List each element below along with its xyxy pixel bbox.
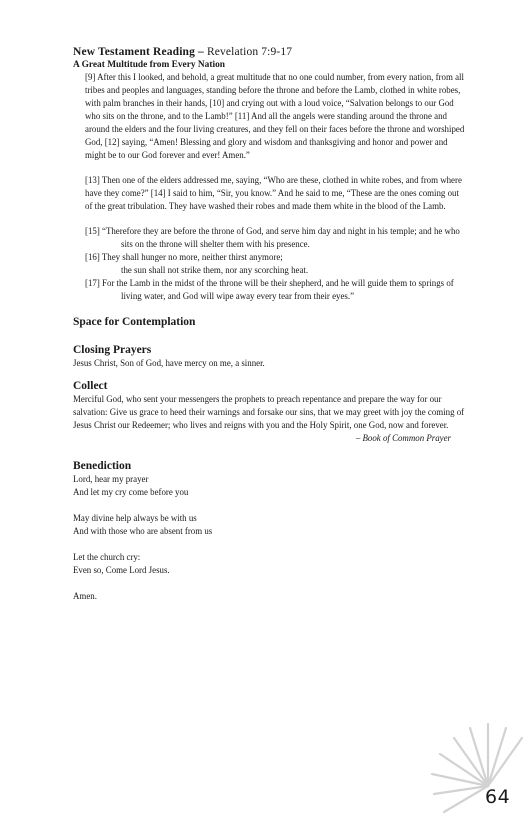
benediction-line: Even so, Come Lord Jesus.: [73, 565, 170, 575]
contemplation-heading: Space for Contemplation: [73, 316, 196, 328]
page-number: 64: [485, 786, 511, 808]
benediction-line: Lord, hear my prayer: [73, 474, 149, 484]
reading-subtitle: A Great Multitude from Every Nation: [73, 60, 225, 70]
benediction-line: And with those who are absent from us: [73, 526, 213, 536]
collect-heading: Collect: [73, 380, 108, 392]
collect-text: Merciful God, who sent your messengers the prophets to preach repentance and prepare the way for our salvation: Give us grace to heed their warnings and forsake our sins, that we may greet with joy the coming of Jesus Christ our Redeemer; who lives and reigns with you and the Holy Spirit, one God, now and forever.: [73, 394, 465, 430]
benediction-line: Let the church cry:: [73, 552, 141, 562]
page-content: [73, 45, 465, 603]
reading-heading: [73, 45, 465, 59]
benediction-heading: Benediction: [73, 460, 132, 472]
verse-15: [15] “Therefore they are before the throne of God, and serve him day and night in his temple; and he who sits on the throne will shelter them with his presence.: [85, 226, 460, 249]
reading-reference: Revelation 7:9-17: [206, 46, 293, 58]
closing-prayers-text: Jesus Christ, Son of God, have mercy on me, a sinner.: [73, 358, 265, 368]
verse-17: [17] For the Lamb in the midst of the throne will be their shepherd, and he will guide them to springs of living water, and God will wipe away every tear from their eyes.”: [85, 278, 454, 301]
benediction-amen: Amen.: [73, 591, 97, 601]
sunburst-decoration-icon: [430, 722, 528, 816]
collect-attribution: – Book of Common Prayer: [355, 433, 451, 443]
reading-paragraph-1: [9] After this I looked, and behold, a great multitude that no one could number, from every nation, from all tribes and peoples and languages, standing before the throne and before the Lamb, clothed in white robes, with palm branches in their hands, [10] and crying out with a loud voice, “Salvation belongs to our God who sits on the throne, and to the Lamb!” [11] And all the angels were standing around the throne and around the elders and the four living creatures, and they fell on their faces before the throne and worshiped God, [12] saying, “Amen! Blessing and glory and wisdom and thanksgiving and honor and power and might be to our God forever and ever! Amen.”: [85, 72, 465, 160]
benediction-line: May divine help always be with us: [73, 513, 197, 523]
benediction-line: And let my cry come before you: [73, 487, 189, 497]
closing-prayers-heading: Closing Prayers: [73, 344, 152, 356]
reading-verse-block: [85, 225, 465, 303]
verse-16: [16] They shall hunger no more, neither thirst anymore;: [85, 252, 283, 262]
verse-16-continued: the sun shall not strike them, nor any scorching heat.: [121, 265, 309, 275]
reading-paragraph-2: [13] Then one of the elders addressed me, saying, “Who are these, clothed in white robes, and from where have they come?” [14] I said to him, “Sir, you know.” And he said to me, “These are the ones coming out of the great tribulation. They have washed their robes and made them white in the blood of the Lamb.: [85, 175, 462, 211]
reading-title: New Testament Reading –: [73, 46, 207, 58]
